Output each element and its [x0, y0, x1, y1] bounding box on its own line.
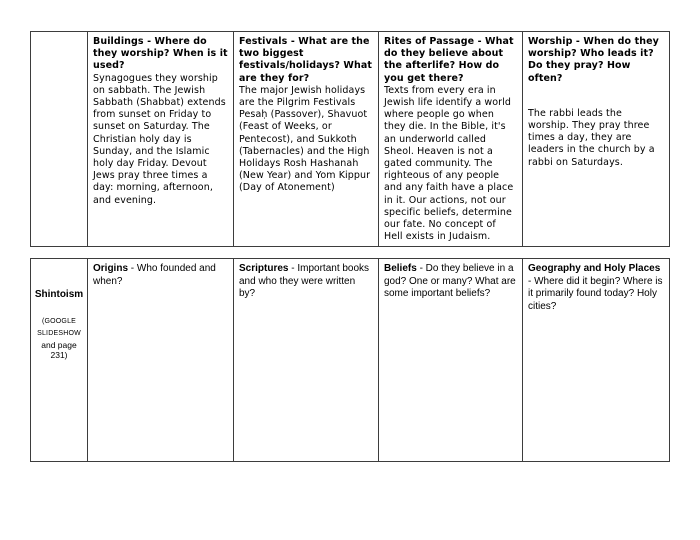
religion-table-row-1: [30, 31, 670, 247]
table-row: [31, 32, 670, 247]
cell-scriptures[interactable]: [234, 259, 379, 462]
cell-geography[interactable]: [523, 259, 670, 462]
worship-answer: The rabbi leads the worship. They pray three times a day, they are leaders in the church by a rabbi on Saturdays.: [528, 107, 655, 168]
beliefs-question-lead: Beliefs: [384, 263, 417, 274]
worship-question: Worship - When do they worship? Who leads it? Do they pray? How often?: [528, 36, 659, 84]
religion-label-cell-shintoism[interactable]: [31, 259, 88, 462]
religion-source-note: [33, 315, 85, 361]
beliefs-question-rest: - Do they believe in a god? One or many? What are some important beliefs?: [384, 263, 516, 299]
buildings-question: Buildings - Where do they worship? When is it used?: [93, 36, 228, 72]
geography-question-lead: Geography and Holy Places: [528, 263, 661, 274]
source-note-caps: (GOOGLE SLIDESHOW: [37, 317, 81, 337]
religion-name: Shintoism: [34, 289, 84, 300]
scriptures-question-rest: - Important books and who they were written by?: [239, 263, 370, 299]
cell-beliefs[interactable]: [379, 259, 523, 462]
cell-rites-of-passage[interactable]: [379, 32, 523, 247]
source-note-rest: and page 231): [41, 339, 77, 360]
origins-question-rest: - Who founded and when?: [93, 263, 216, 287]
cell-worship[interactable]: [523, 32, 670, 247]
cell-festivals[interactable]: [234, 32, 379, 247]
festivals-question: Festivals - What are the two biggest festivals/holidays? What are they for?: [239, 36, 372, 84]
buildings-answer: Synagogues they worship on sabbath. The Jewish Sabbath (Shabbat) extends from sunset on Friday to sunset on Saturday. The Christian holy day is Sunday, and the Islamic holy day Friday. Devout Jews pray three times a day: morning, afternoon, and evening.: [93, 72, 226, 206]
cell-origins[interactable]: [88, 259, 234, 462]
geography-question-rest: - Where did it begin? Where is it primarily found today? Holy cities?: [528, 275, 663, 312]
religion-table-row-2: [30, 258, 670, 462]
scriptures-question-lead: Scriptures: [239, 263, 289, 274]
religion-label-cell-empty[interactable]: [31, 32, 88, 247]
festivals-answer: The major Jewish holidays are the Pilgrim Festivals Pesaḥ (Passover), Shavuot (Feast of Weeks, or Pentecost), and Sukkoth (Tabernacles) and the High Holidays Rosh Hashanah (New Year) and Yom Kippur (Day of Atonement): [239, 84, 371, 194]
rites-question: Rites of Passage - What do they believe about the afterlife? How do you get there?: [384, 36, 514, 84]
origins-question-lead: Origins: [93, 263, 129, 274]
cell-buildings[interactable]: [88, 32, 234, 247]
rites-answer: Texts from every era in Jewish life identify a world where people go when they die. In the Bible, it's an underworld called Sheol. Heaven is not a gated community. The righteous of any people and any faith have a place in it. Our actions, not our specific beliefs, determine our fate. No concept of Hell exists in Judaism.: [384, 84, 514, 243]
table-row: [31, 259, 670, 462]
